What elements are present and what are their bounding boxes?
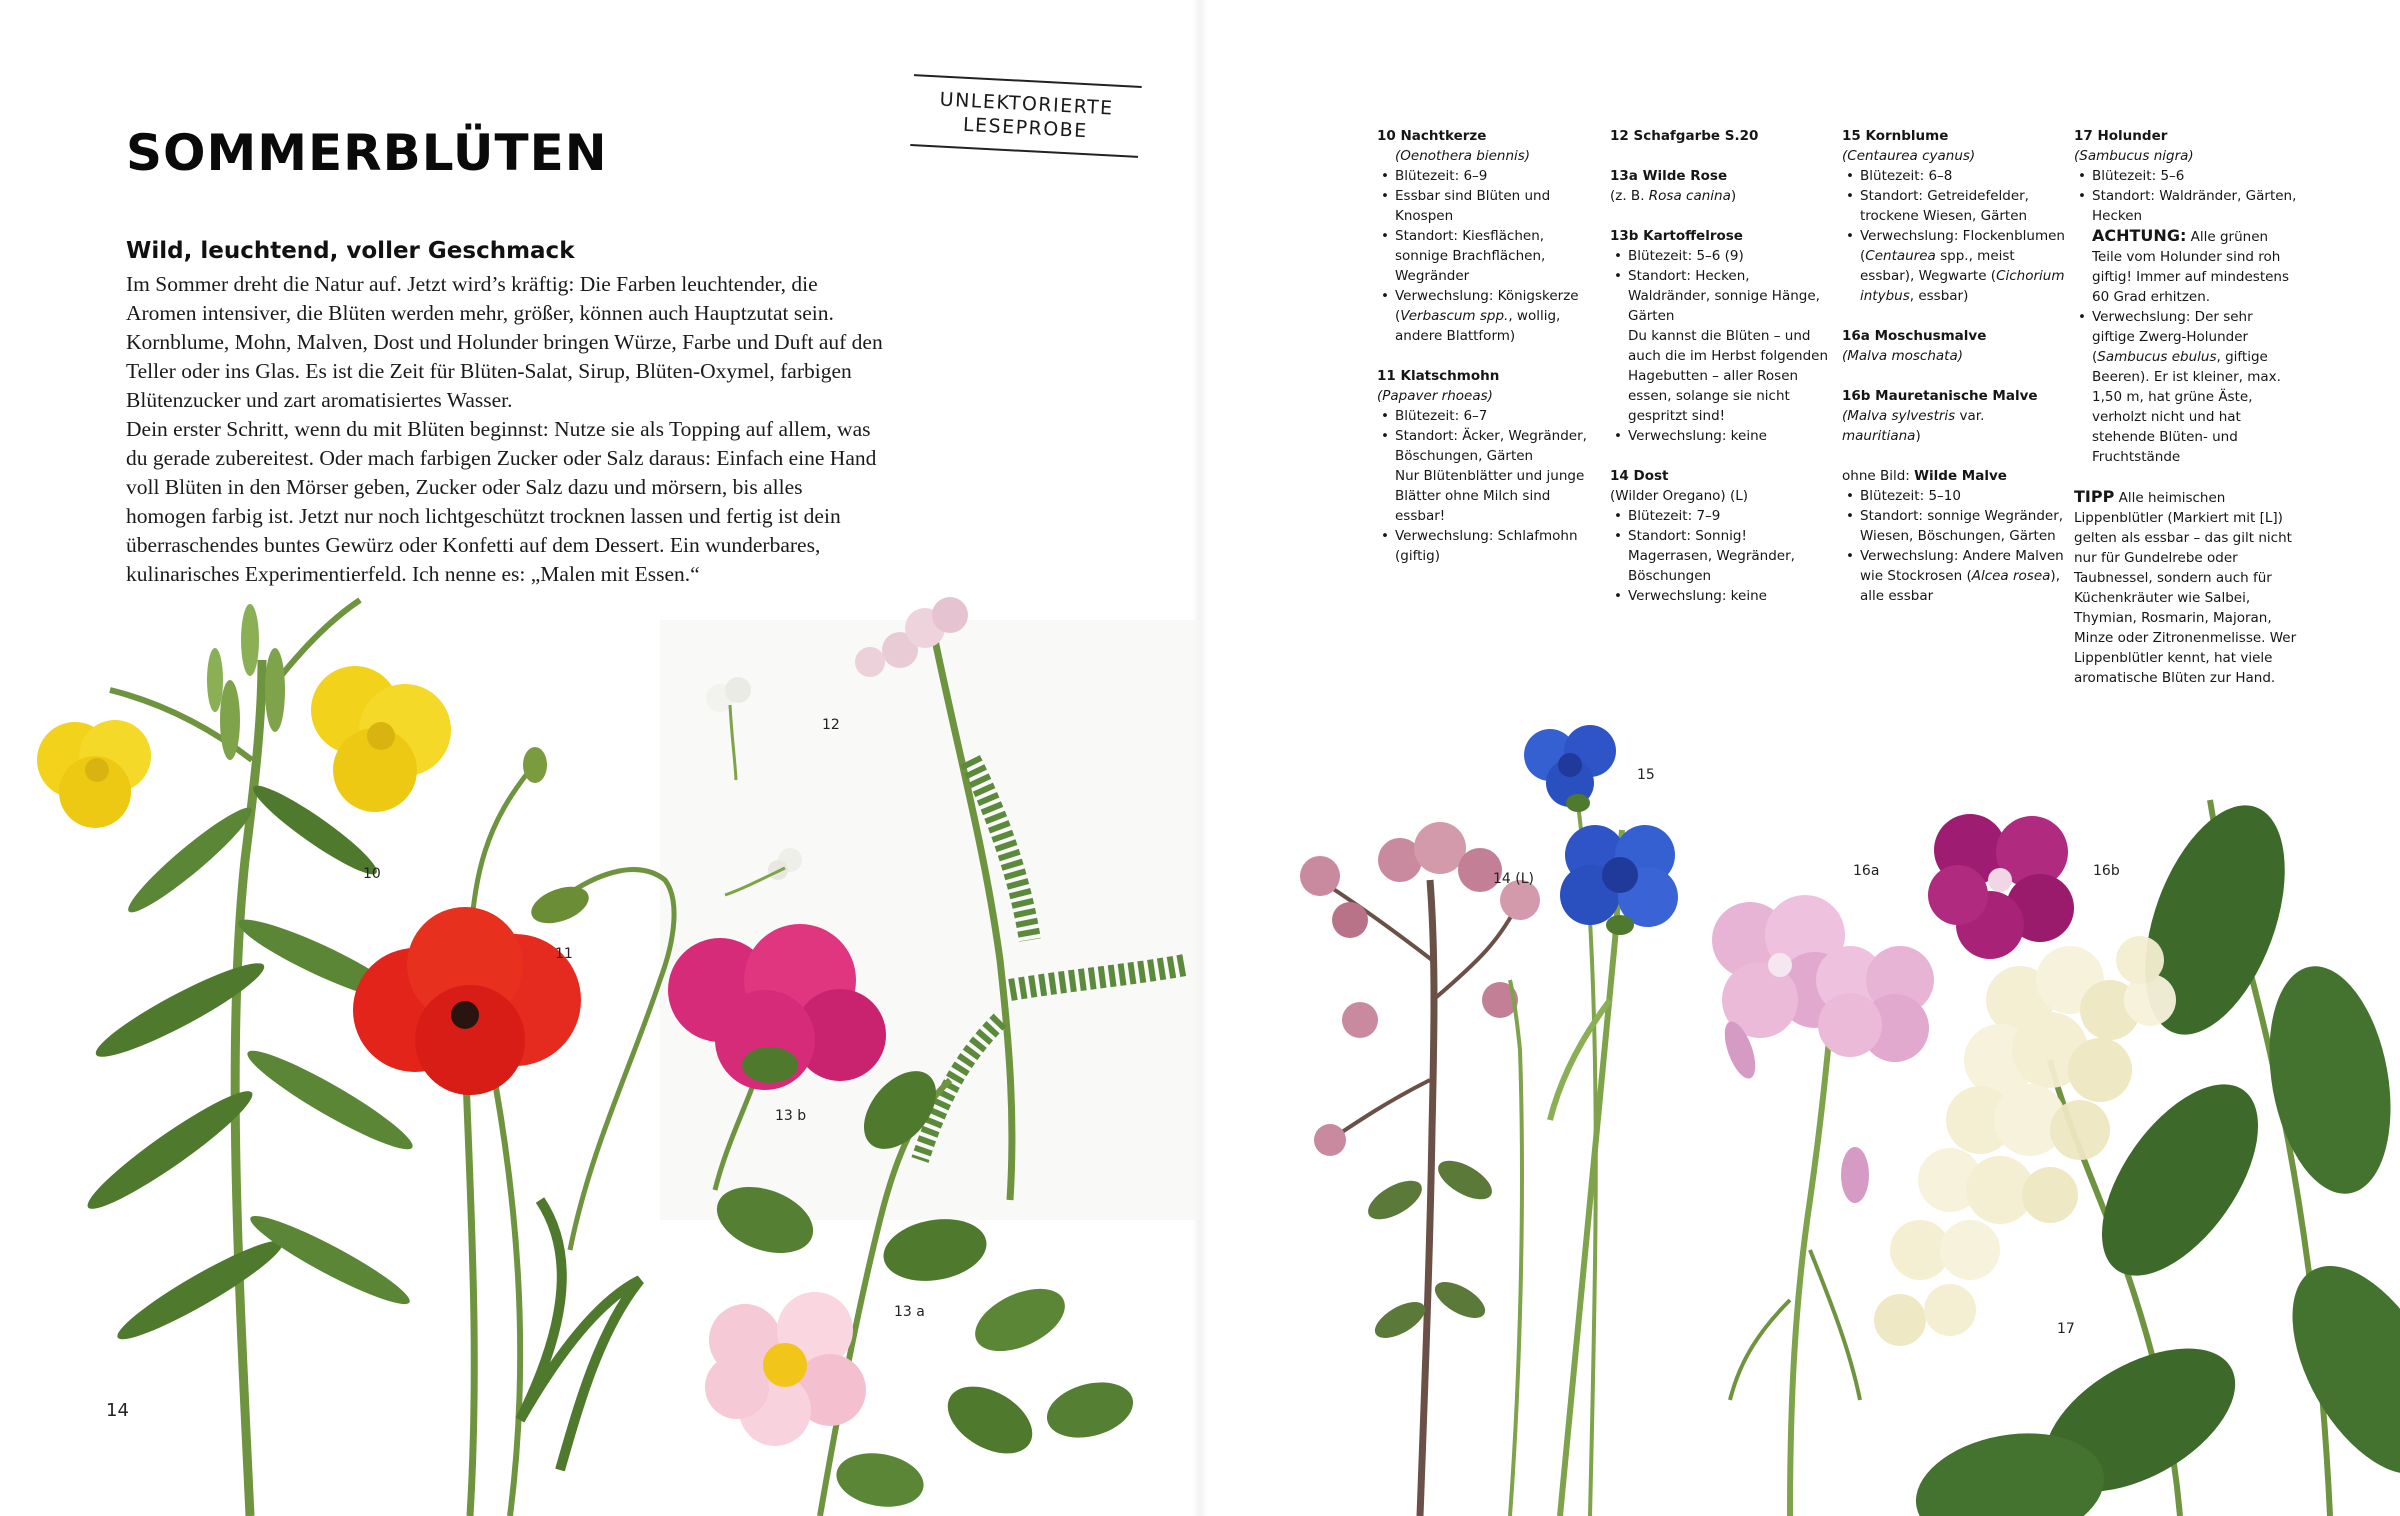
cornflower-icon (1524, 725, 1678, 1516)
info-dost (1610, 466, 1834, 606)
info-column-2 (1610, 126, 1834, 626)
info-bullet: • Verwechslung: keine (1610, 586, 1834, 606)
info-column-4 (2074, 126, 2298, 708)
info-bullet: • Blütezeit: 5–10 (1842, 486, 2066, 506)
intro-text (126, 270, 886, 589)
stamp-line-1: UNLEKTORIERTE (939, 88, 1115, 120)
stamp-line-2: LESEPROBE (962, 113, 1089, 143)
tip-text: Alle heimischen Lippenblütler (Markiert mit [L]) gelten als essbar – das gilt nicht nur für Gundelrebe oder Taubnessel, sondern auch für Küchenkräuter wie Salbei, Thymian, Rosmarin, Majoran, Minze oder Zitronenmelisse. Wer Lippenblütler kennt, hat viele aromatische Blüten zur Hand. (2074, 490, 2297, 686)
info-bullet: • Standort: Kiesflächen, sonnige Brachflächen, Wegränder (1377, 226, 1601, 286)
info-heading: ohne Bild: Wilde Malve (1842, 468, 2007, 484)
info-bullet: • Blütezeit: 7–9 (1610, 506, 1834, 526)
info-heading: 17 Holunder (2074, 128, 2168, 144)
info-heading: 13a Wilde Rose (1610, 168, 1728, 184)
info-wilde-malve (1842, 466, 2066, 606)
info-subtitle: (Wilder Oregano) (L) (1610, 488, 1748, 504)
info-heading: 15 Kornblume (1842, 128, 1949, 144)
info-bullet-verwechslung: • Verwechslung: keine (1610, 426, 1834, 446)
info-bullet: • Blütezeit: 6–8 (1842, 166, 2066, 186)
info-bullet-verwechslung: • Verwechslung: Der sehr giftige Zwerg-Holunder (Sambucus ebulus, giftige Beeren). Er ist kleiner, max. 1,50 m, hat grüne Äste, verholzt nicht und hat stehende Blüten- und Fruchtstände (2074, 307, 2298, 467)
info-latin: (Malva sylvestris var. mauritiana) (1842, 408, 1985, 444)
info-heading: 16b Mauretanische Malve (1842, 388, 2038, 404)
info-latin: (Papaver rhoeas) (1377, 388, 1493, 404)
info-bullet: • Essbar sind Blüten und Knospen (1377, 186, 1601, 226)
info-heading: 16a Moschusmalve (1842, 328, 1987, 344)
photo-label-14: 14 (L) (1493, 871, 1534, 887)
info-kartoffelrose (1610, 226, 1834, 446)
info-bullet-verwechslung: • Verwechslung: Flockenblumen (Centaurea spp., meist essbar), Wegwarte (Cichorium intybus, essbar) (1842, 226, 2066, 306)
photo-label-16b: 16b (2093, 863, 2120, 879)
tip-label: TIPP (2074, 487, 2115, 506)
info-bullet-verwechslung: • Verwechslung: Andere Malven wie Stockrosen (Alcea rosea), alle essbar (1842, 546, 2066, 606)
info-moschusmalve (1842, 326, 2066, 366)
info-heading: 14 Dost (1610, 468, 1669, 484)
intro-paragraph-2: Dein erster Schritt, wenn du mit Blüten beginnst: Nutze sie als Topping auf allem, was du gerade zubereitest. Oder mach farbigen Zucker oder Salz daraus: Einfach eine Hand voll Blüten in den Mörser geben, Zucker oder Salz dazu und mörsern, bis alles homogen farbig ist. Jetzt nur noch lichtgeschützt trocknen lassen und fertig ist dein überraschendes buntes Gewürz oder Konfetti auf dem Dessert. Ein wunderbares, kulinarisches Experimentierfeld. Ich nenne es: „Malen mit Essen.“ (126, 417, 877, 586)
info-heading: 11 Klatschmohn (1377, 368, 1500, 384)
photo-label-12: 12 (822, 717, 840, 733)
info-heading: 12 Schafgarbe S.20 (1610, 128, 1759, 144)
info-bullet: • Standort: Sonnig! Magerrasen, Wegränder, Böschungen (1610, 526, 1834, 586)
info-mauretanische-malve (1842, 386, 2066, 446)
photo-label-13a: 13 a (894, 1304, 925, 1320)
info-bullet: • Blütezeit: 6–7 (1377, 406, 1601, 426)
info-latin: (Malva moschata) (1842, 348, 1964, 364)
proof-stamp (910, 74, 1141, 158)
info-latin: (Sambucus nigra) (2074, 148, 2194, 164)
intro-paragraph-1: Im Sommer dreht die Natur auf. Jetzt wird’s kräftig: Die Farben leuchtender, die Aromen intensiver, die Blüten werden mehr, größer, können auch Hauptzutat sein. Kornblume, Mohn, Malven, Dost und Holunder bringen Würze, Farbe und Duft auf den Teller oder ins Glas. Es ist die Zeit für Blüten-Salat, Sirup, Blüten-Oxymel, farbigen Blütenzucker und zart aromatisiertes Wasser. (126, 272, 883, 412)
info-column-3 (1842, 126, 2066, 626)
page-number: 14 (106, 1400, 129, 1421)
info-bullet: • Blütezeit: 6–9 (1377, 166, 1601, 186)
photo-label-13b: 13 b (775, 1108, 807, 1124)
info-bullet: • Standort: Hecken, Waldränder, sonnige Hänge, Gärten (1610, 266, 1834, 326)
info-klatschmohn (1377, 366, 1601, 566)
info-latin: (Oenothera biennis) (1395, 148, 1531, 164)
musk-mallow-flower-icon (1712, 895, 1934, 1516)
info-wilde-rose (1610, 166, 1834, 206)
info-kornblume (1842, 126, 2066, 306)
info-note: Du kannst die Blüten – und auch die im Herbst folgenden Hagebutten – aller Rosen essen, solange sie nicht gespritzt sind! (1628, 328, 1829, 424)
photo-label-17: 17 (2057, 1321, 2075, 1337)
info-tipp (2074, 487, 2298, 688)
info-warning: ACHTUNG: Alle grünen Teile vom Holunder sind roh giftig! Immer auf mindestens 60 Grad erhitzen. (2092, 226, 2290, 305)
info-note: Nur Blütenblätter und junge Blätter ohne Milch sind essbar! (1395, 468, 1585, 524)
info-bullet: • Blütezeit: 5–6 (2074, 166, 2298, 186)
info-bullet-verwechslung: • Verwechslung: Königskerze (Verbascum spp., wollig, andere Blattform) (1377, 286, 1601, 346)
info-column-1 (1377, 126, 1601, 586)
photo-label-15: 15 (1637, 767, 1655, 783)
info-bullet: • Standort: sonnige Wegränder, Wiesen, Böschungen, Gärten (1842, 506, 2066, 546)
info-bullet: • Standort: Waldränder, Gärten, Hecken (2074, 186, 2298, 226)
info-schafgarbe (1610, 126, 1834, 146)
info-holunder (2074, 126, 2298, 467)
photo-label-16a: 16a (1853, 863, 1880, 879)
info-latin: (z. B. Rosa canina) (1610, 188, 1737, 204)
info-bullet: • Standort: Äcker, Wegränder, Böschungen, Gärten (1377, 426, 1601, 466)
info-bullet: • Blütezeit: 5–6 (9) (1610, 246, 1834, 266)
photo-label-11: 11 (555, 946, 573, 962)
info-heading: 10 Nachtkerze (1377, 128, 1487, 144)
info-latin: (Centaurea cyanus) (1842, 148, 1976, 164)
page-title: SOMMERBLÜTEN (126, 124, 608, 182)
section-subtitle: Wild, leuchtend, voller Geschmack (126, 238, 575, 264)
mauritanian-mallow-flower-icon (1928, 814, 2074, 959)
info-bullet: • Standort: Getreidefelder, trockene Wiesen, Gärten (1842, 186, 2066, 226)
info-bullet-verwechslung: • Verwechslung: Schlafmohn (giftig) (1377, 526, 1601, 566)
oregano-flower-icon (1300, 822, 1540, 1516)
info-heading: 13b Kartoffelrose (1610, 228, 1743, 244)
info-nachtkerze (1377, 126, 1601, 346)
photo-label-10: 10 (363, 866, 381, 882)
